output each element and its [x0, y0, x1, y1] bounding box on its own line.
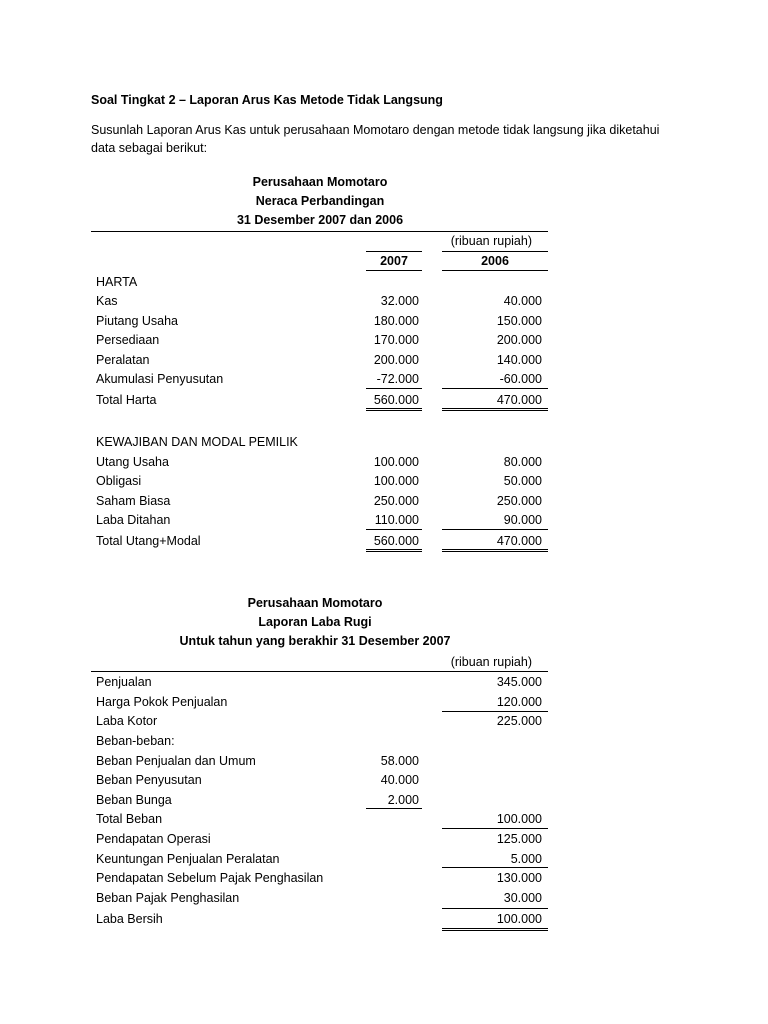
is-row-label: Penjualan — [96, 675, 152, 689]
liability-value-2007: 100.000 — [373, 474, 419, 488]
total-assets-2006: 470.000 — [496, 393, 542, 407]
liability-label: Utang Usaha — [96, 455, 169, 469]
balance-sheet-company: Perusahaan Momotaro — [252, 175, 388, 189]
col-header-2006: 2006 — [481, 254, 509, 268]
liabilities-double-rule-2006 — [442, 549, 548, 550]
asset-label: Akumulasi Penyusutan — [96, 372, 224, 386]
col-2006-top-rule — [442, 251, 548, 252]
asset-value-2006: 150.000 — [496, 314, 542, 328]
is-row-right: 125.000 — [496, 832, 542, 846]
assets-double-rule-2007 — [366, 408, 422, 409]
liability-label: Obligasi — [96, 474, 142, 488]
is-row-right: 130.000 — [496, 871, 542, 885]
net-income-double-rule — [442, 930, 548, 931]
asset-value-2006: 40.000 — [503, 294, 542, 308]
intro-line-1: Susunlah Laporan Arus Kas untuk perusahaan Momotaro dengan metode tidak langsung jika diketahui — [91, 123, 660, 137]
liabilities-subtotal-rule-2006 — [442, 529, 548, 530]
liability-value-2006: 90.000 — [503, 513, 542, 527]
total-liabilities-2007: 560.000 — [373, 534, 419, 548]
page-title: Soal Tingkat 2 – Laporan Arus Kas Metode Tidak Langsung — [91, 93, 443, 107]
asset-label: Piutang Usaha — [96, 314, 179, 328]
asset-value-2007: -72.000 — [376, 372, 419, 386]
liabilities-double-rule-2006 — [442, 551, 548, 552]
is-row-label: Harga Pokok Penjualan — [96, 695, 228, 709]
asset-value-2007: 32.000 — [380, 294, 419, 308]
is-row-right: 100.000 — [496, 912, 542, 926]
asset-value-2007: 170.000 — [373, 333, 419, 347]
is-row-mid: 58.000 — [380, 754, 419, 768]
assets-double-rule-2007 — [366, 410, 422, 411]
is-row-mid: 40.000 — [380, 773, 419, 787]
asset-label: Peralatan — [96, 353, 150, 367]
asset-value-2006: 200.000 — [496, 333, 542, 347]
liability-value-2007: 110.000 — [374, 513, 419, 527]
pretax-rule — [442, 867, 548, 868]
asset-label: Kas — [96, 294, 118, 308]
gross-profit-rule — [442, 711, 548, 712]
is-row-label: Beban Bunga — [96, 793, 172, 807]
liability-value-2007: 250.000 — [373, 494, 419, 508]
assets-heading: HARTA — [96, 275, 138, 289]
intro-line-2: data sebagai berikut: — [91, 141, 208, 155]
is-row-label: Pendapatan Operasi — [96, 832, 211, 846]
liability-value-2006: 250.000 — [496, 494, 542, 508]
asset-value-2006: 140.000 — [496, 353, 542, 367]
balance-sheet-unit: (ribuan rupiah) — [450, 234, 532, 248]
net-income-top-rule — [442, 908, 548, 909]
is-row-right: 345.000 — [496, 675, 542, 689]
is-row-label: Beban-beban: — [96, 734, 175, 748]
income-statement-period: Untuk tahun yang berakhir 31 Desember 2007 — [179, 634, 451, 648]
net-income-double-rule — [442, 928, 548, 929]
liabilities-subtotal-rule-2007 — [366, 529, 422, 530]
is-row-label: Keuntungan Penjualan Peralatan — [96, 852, 280, 866]
assets-double-rule-2006 — [442, 408, 548, 409]
balance-sheet-top-rule — [91, 231, 548, 232]
is-row-label: Beban Pajak Penghasilan — [96, 891, 240, 905]
is-row-mid: 2.000 — [387, 793, 419, 807]
is-row-label: Total Beban — [96, 812, 163, 826]
liabilities-double-rule-2007 — [366, 549, 422, 550]
liability-value-2006: 50.000 — [503, 474, 542, 488]
liability-value-2006: 80.000 — [503, 455, 542, 469]
asset-value-2006: -60.000 — [499, 372, 542, 386]
asset-value-2007: 180.000 — [373, 314, 419, 328]
is-row-label: Pendapatan Sebelum Pajak Penghasilan — [96, 871, 324, 885]
liability-label: Saham Biasa — [96, 494, 171, 508]
asset-label: Persediaan — [96, 333, 160, 347]
total-assets-label: Total Harta — [96, 393, 157, 407]
is-row-label: Beban Penjualan dan Umum — [96, 754, 256, 768]
liability-value-2007: 100.000 — [373, 455, 419, 469]
income-statement-unit: (ribuan rupiah) — [450, 655, 532, 669]
is-row-right: 225.000 — [496, 714, 542, 728]
is-row-right: 30.000 — [503, 891, 542, 905]
is-row-label: Laba Bersih — [96, 912, 163, 926]
total-liabilities-label: Total Utang+Modal — [96, 534, 201, 548]
is-row-label: Laba Kotor — [96, 714, 158, 728]
assets-subtotal-rule-2006 — [442, 388, 548, 389]
liabilities-heading: KEWAJIBAN DAN MODAL PEMILIK — [96, 435, 298, 449]
is-row-right: 5.000 — [510, 852, 542, 866]
col-2007-header-rule — [366, 270, 422, 271]
col-header-2007: 2007 — [380, 254, 408, 268]
assets-double-rule-2006 — [442, 410, 548, 411]
balance-sheet-name: Neraca Perbandingan — [255, 194, 385, 208]
liability-label: Laba Ditahan — [96, 513, 171, 527]
assets-subtotal-rule-2007 — [366, 388, 422, 389]
total-liabilities-2006: 470.000 — [496, 534, 542, 548]
col-2007-top-rule — [366, 251, 422, 252]
total-expenses-rule — [442, 828, 548, 829]
total-assets-2007: 560.000 — [373, 393, 419, 407]
liabilities-double-rule-2007 — [366, 551, 422, 552]
balance-sheet-period: 31 Desember 2007 dan 2006 — [236, 213, 404, 227]
asset-value-2007: 200.000 — [373, 353, 419, 367]
is-row-right: 100.000 — [496, 812, 542, 826]
is-row-label: Beban Penyusutan — [96, 773, 202, 787]
expenses-subtotal-rule — [366, 808, 422, 809]
income-statement-name: Laporan Laba Rugi — [258, 615, 372, 629]
col-2006-header-rule — [442, 270, 548, 271]
is-row-right: 120.000 — [496, 695, 542, 709]
income-statement-company: Perusahaan Momotaro — [247, 596, 383, 610]
income-statement-top-rule — [91, 671, 548, 672]
